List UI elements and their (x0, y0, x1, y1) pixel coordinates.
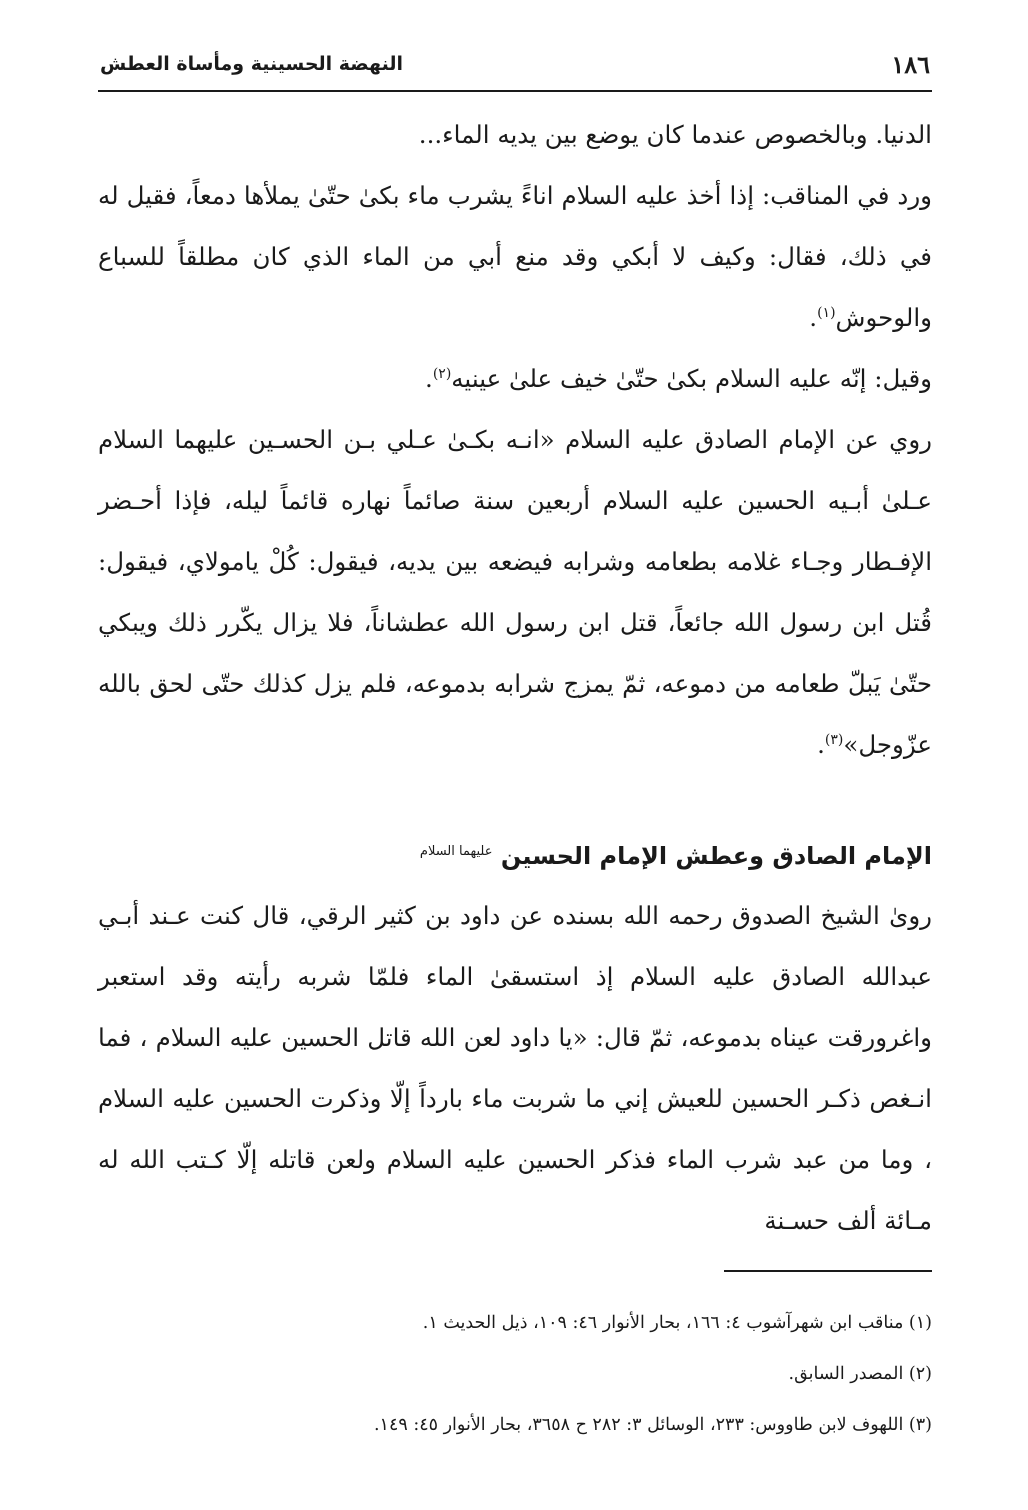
footnote-divider (724, 1270, 932, 1272)
page-header (98, 38, 932, 92)
footnote: (٣) اللهوف لابن طاووس: ٢٣٣، الوسائل ٣: ٢٨٢ ح ٣٦٥٨، بحار الأنوار ٤٥: ١٤٩. (373, 1415, 932, 1435)
paragraph-text: روي عن الإمام الصادق عليه السلام «انـه بكـىٰ عـلي بـن الحسـين عليهما السلام عـلىٰ أبـيه الحسين عليه السلام أربعين سنة صائماً نهاره قائماً ليله، فإذا أحـضر الإفـطار وجـاء غلامه بطعامه وشرابه فيضعه بين يديه، فيقول: كُلْ يامولاي، فيقول: قُتل ابن رسول الله جائعاً، قتل ابن رسول الله عطشاناً، فلا يزال يكّرر ذلك ويبكي حتّىٰ يَبلّ طعامه من دموعه، ثمّ يمزج شرابه بدموعه، فلم يزل كذلك حتّى لحق بالله عزّوجل» (98, 425, 932, 759)
paragraph (98, 885, 932, 1251)
footnote: (١) مناقب ابن شهرآشوب ٤: ١٦٦، بحار الأنوار ٤٦: ١٠٩، ذيل الحديث ١. (422, 1313, 932, 1333)
paragraph: ورد في المناقب: إذا أخذ عليه السلام اناءً يشرب ماء بكىٰ حتّىٰ يملأها دمعاً، فقيل له في ذلك، فقال: وكيف لا أبكي وقد منع أبي من الماء الذي كان مطلقاً للسباع والوحوش$^{(١)}$. (98, 181, 932, 332)
section-heading-text: الإمام الصادق وعطش الإمام الحسين (500, 842, 932, 870)
page-number: ١٨٦ (891, 49, 930, 79)
footnote-ref: (٣) (824, 731, 844, 748)
honorific-glyph: عليهما السلام (419, 844, 493, 859)
footnotes (98, 1298, 932, 1451)
running-title: النهضة الحسينية ومأساة العطش (100, 53, 403, 75)
paragraph (98, 104, 932, 165)
main-text (98, 104, 932, 1251)
book-page (98, 38, 932, 1478)
footnote: (٢) المصدر السابق. (788, 1364, 932, 1384)
paragraph-text: ورد في المناقب: إذا أخذ عليه السلام اناءً يشرب ماء بكىٰ حتّىٰ يملأها دمعاً، فقيل له في ذلك، فقال: وكيف لا أبكي وقد منع أبي من الماء الذي كان مطلقاً للسباع والوحوش (98, 181, 932, 332)
paragraph-text: الدنيا. وبالخصوص عندما كان يوضع بين يديه الماء... (418, 120, 932, 149)
paragraph-text: روىٰ الشيخ الصدوق رحمه الله بسنده عن داود بن كثير الرقي، قال كنت عـند أبـي عبدالله الصادق عليه السلام إذ استسقىٰ الماء فلمّا شربه رأيته وقد استعبر واغرورقت عيناه بدموعه، ثمّ قال: «يا داود لعن الله قاتل الحسين عليه السلام ، فما انـغص ذكـر الحسين للعيش إني ما شربت ماء بارداً إلّا وذكرت الحسين عليه السلام ، وما من عبد شرب الماء فذكر الحسين عليه السلام ولعن قاتله إلّا كـتب الله له مـائة ألف حسـنة (98, 901, 932, 1235)
footnote-ref: (١) (817, 304, 836, 321)
section-heading (98, 827, 932, 885)
paragraph-text: وقيل: إنّه عليه السلام بكىٰ حتّىٰ خيف علىٰ عينيه (451, 364, 932, 393)
paragraph: روي عن الإمام الصادق عليه السلام «انـه بكـىٰ عـلي بـن الحسـين عليهما السلام عـلىٰ أبـيه الحسين عليه السلام أربعين سنة صائماً نهاره قائماً ليله، فإذا أحـضر الإفـطار وجـاء غلامه بطعامه وشرابه فيضعه بين يديه، فيقول: كُلْ يامولاي، فيقول: قُتل ابن رسول الله جائعاً، قتل ابن رسول الله عطشاناً، فلا يزال يكّرر ذلك ويبكي حتّىٰ يَبلّ طعامه من دموعه، ثمّ يمزج شرابه بدموعه، فلم يزل كذلك حتّى لحق بالله عزّوجل»$^{(٣)}$. (98, 425, 932, 759)
footnote-ref: (٢) (432, 365, 452, 382)
paragraph: وقيل: إنّه عليه السلام بكىٰ حتّىٰ خيف علىٰ عينيه$^{(٢)}$. (425, 364, 932, 393)
